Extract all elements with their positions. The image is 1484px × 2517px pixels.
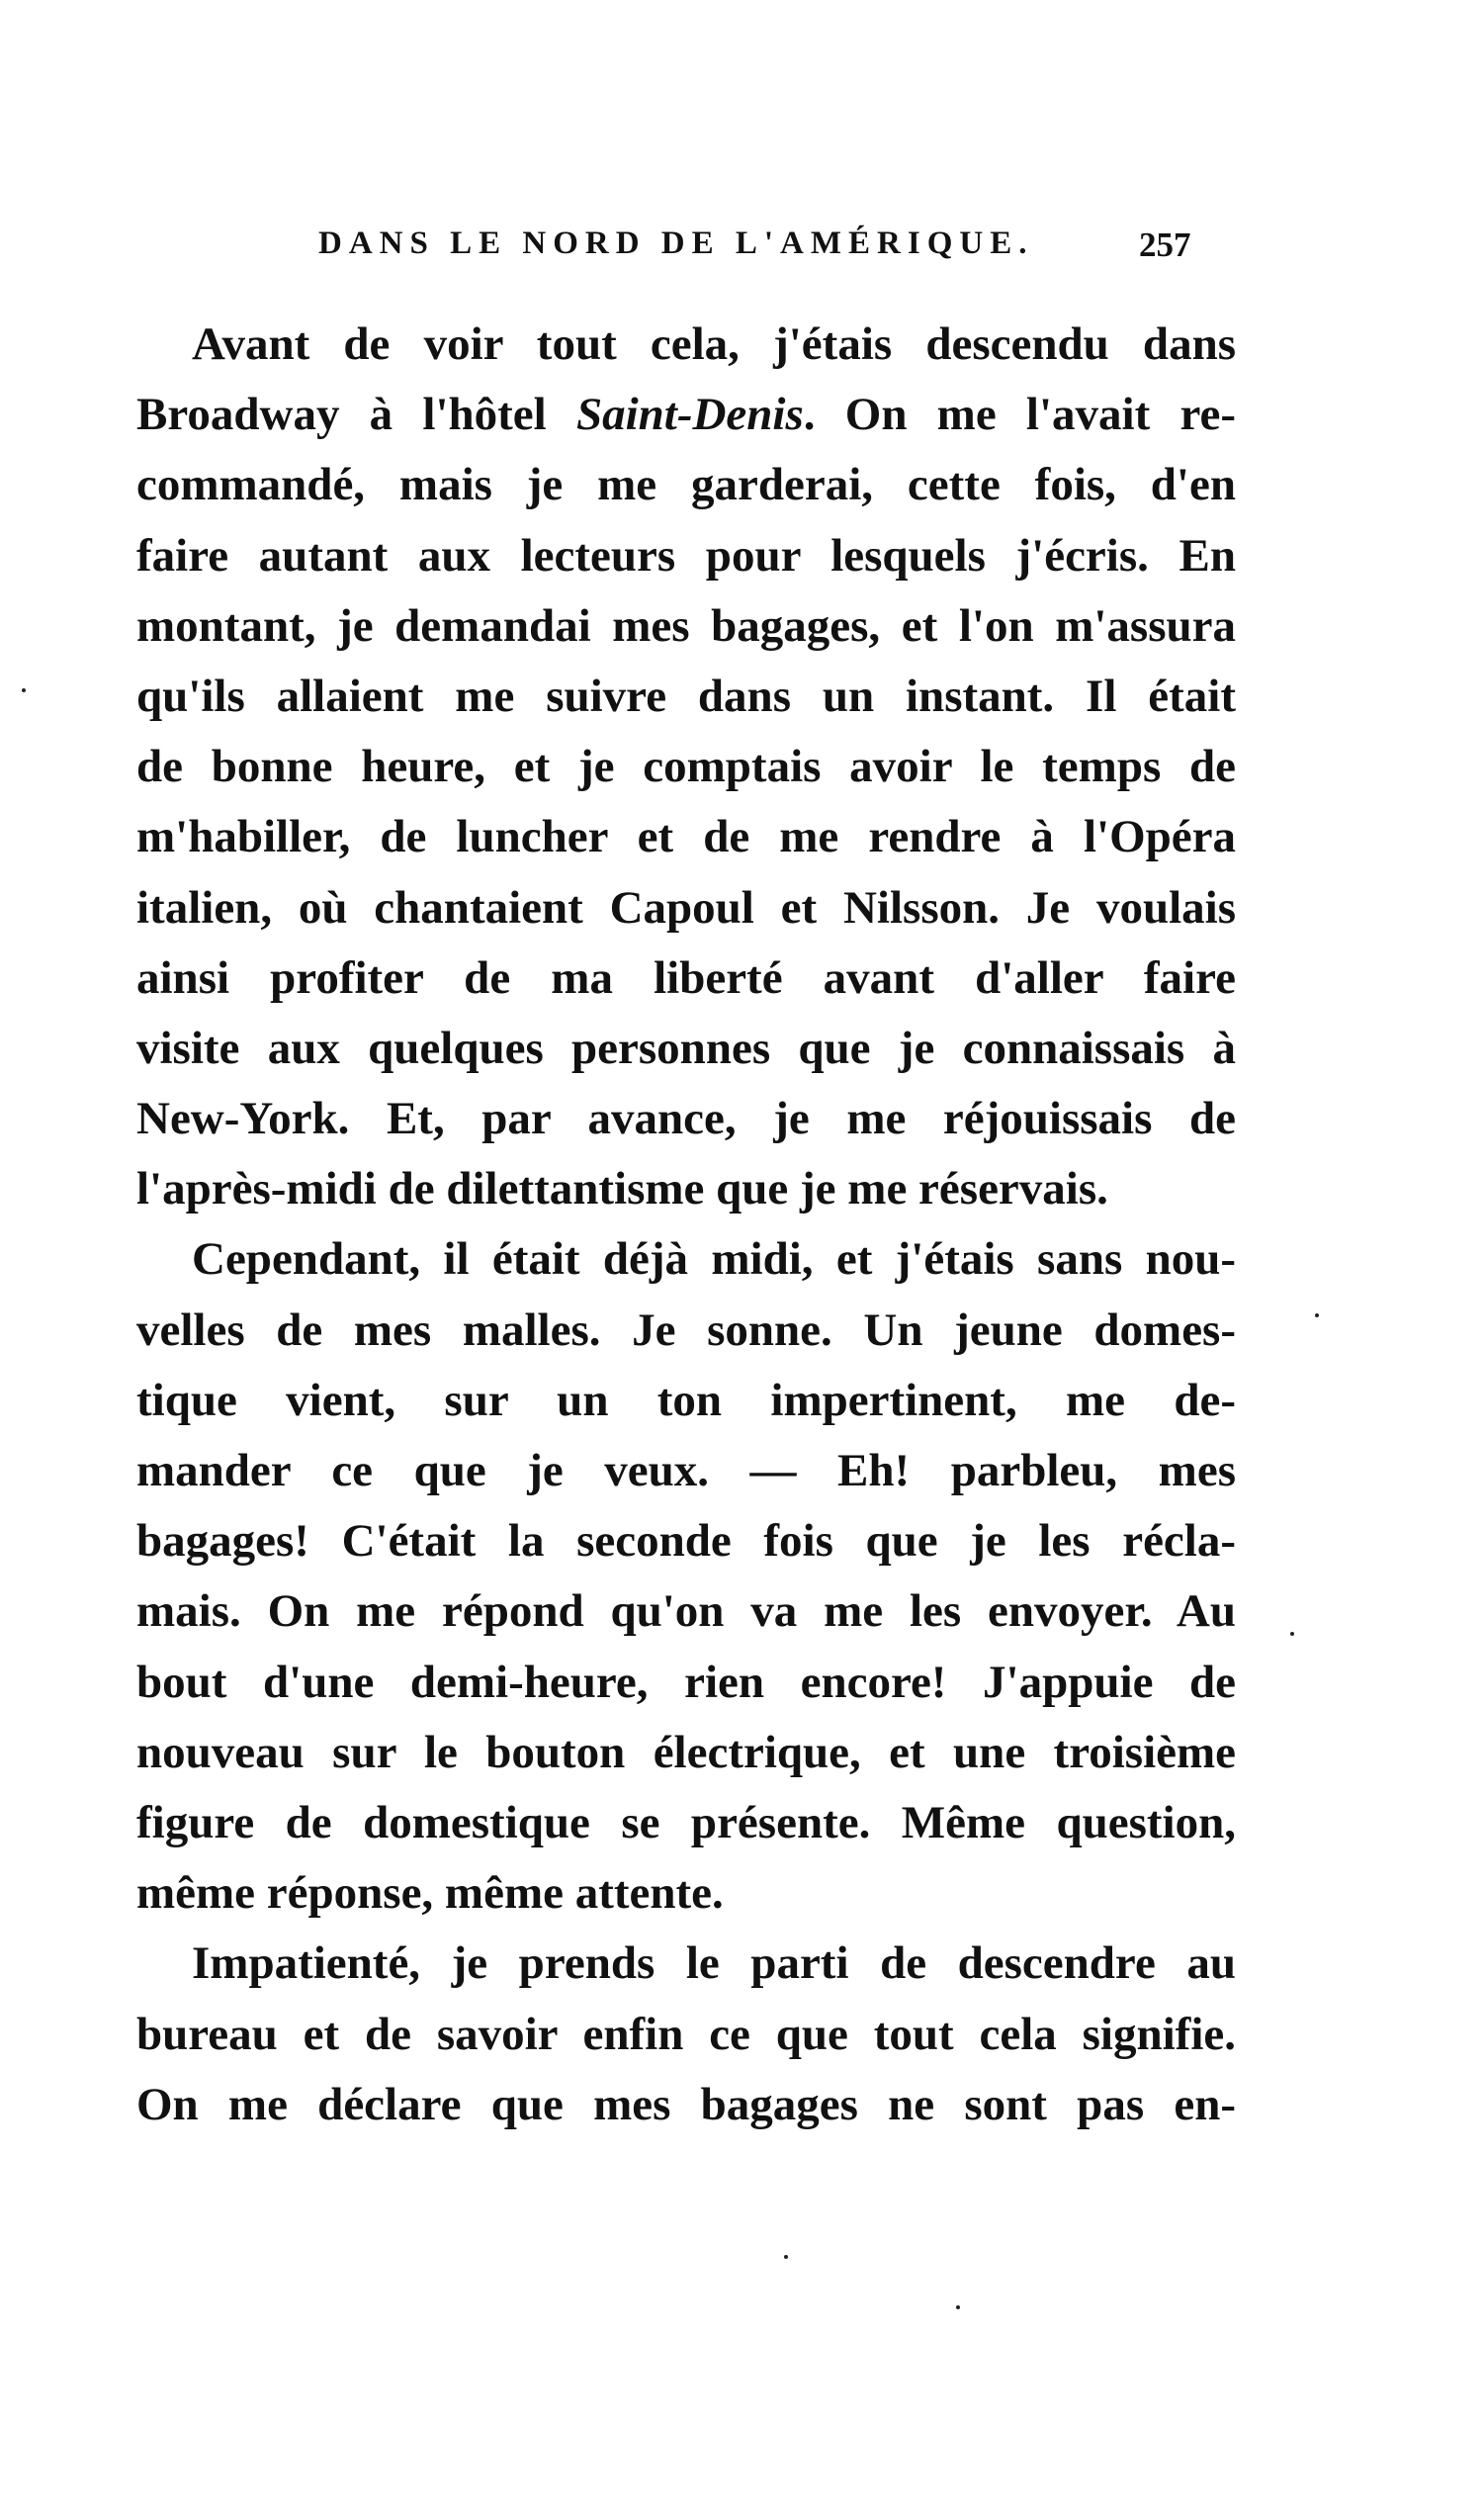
text-line [136, 380, 1236, 450]
text-line: faire autant aux lecteurs pour lesquels j'écris. En [136, 529, 1236, 582]
text-line: tique vient, sur un ton impertinent, me de- [136, 1374, 1236, 1426]
text-line: Avant de voir tout cela, j'étais descendu dans [192, 318, 1236, 370]
text-line: de bonne heure, et je comptais avoir le temps de [136, 741, 1236, 793]
text-line: ainsi profiter de ma liberté avant d'aller faire [136, 951, 1236, 1004]
scan-speck [784, 2255, 788, 2259]
text-line: montant, je demandai mes bagages, et l'on m'assura [136, 599, 1236, 652]
text-line: velles de mes malles. Je sonne. Un jeune domes- [136, 1303, 1236, 1356]
scan-speck [1315, 1313, 1319, 1317]
text-line: l'après-midi de dilettantisme que je me réservais. [136, 1163, 1108, 1215]
scan-speck [956, 2305, 960, 2309]
text-line: New-York. Et, par avance, je me réjouissais de [136, 1093, 1236, 1145]
page-number: 257 [1139, 225, 1191, 264]
text-line: commandé, mais je me garderai, cette fois, d'en [136, 459, 1236, 511]
page-header [0, 225, 1484, 285]
text-line: m'habiller, de luncher et de me rendre à l'Opéra [136, 811, 1236, 863]
scan-speck [1290, 1632, 1294, 1636]
text-line: visite aux quelques personnes que je connaissais à [136, 1022, 1236, 1074]
text-line: bureau et de savoir enfin ce que tout cela signifie. [136, 2008, 1236, 2060]
text-line: qu'ils allaient me suivre dans un instant. Il était [136, 670, 1236, 722]
text-line: italien, où chantaient Capoul et Nilsson. Je voulais [136, 881, 1236, 934]
text-line: figure de domestique se présente. Même question, [136, 1796, 1236, 1848]
text-line: nouveau sur le bouton électrique, et une troisième [136, 1726, 1236, 1778]
text-line: Impatienté, je prends le parti de descendre au [192, 1937, 1236, 1990]
body-text [136, 310, 1236, 2140]
text-line: bout d'une demi-heure, rien encore! J'appuie de [136, 1656, 1236, 1708]
text-line: Cependant, il était déjà midi, et j'étais sans nou- [192, 1233, 1236, 1286]
text-line: bagages! C'était la seconde fois que je les récla- [136, 1515, 1236, 1568]
text-fragment: Broadway à l'hôtel [136, 389, 576, 441]
running-title: DANS LE NORD DE L'AMÉRIQUE. [318, 225, 1034, 261]
text-line: mander ce que je veux. — Eh! parbleu, mes [136, 1445, 1236, 1496]
text-line: mais. On me répond qu'on va me les envoyer. Au [136, 1585, 1236, 1638]
hotel-name: Saint-Denis [575, 389, 804, 441]
text-line: On me déclare que mes bagages ne sont pas en- [136, 2078, 1236, 2130]
text-line: même réponse, même attente. [136, 1867, 724, 1920]
text-fragment: . On me l'avait re- [803, 389, 1236, 441]
scan-speck [22, 688, 26, 692]
